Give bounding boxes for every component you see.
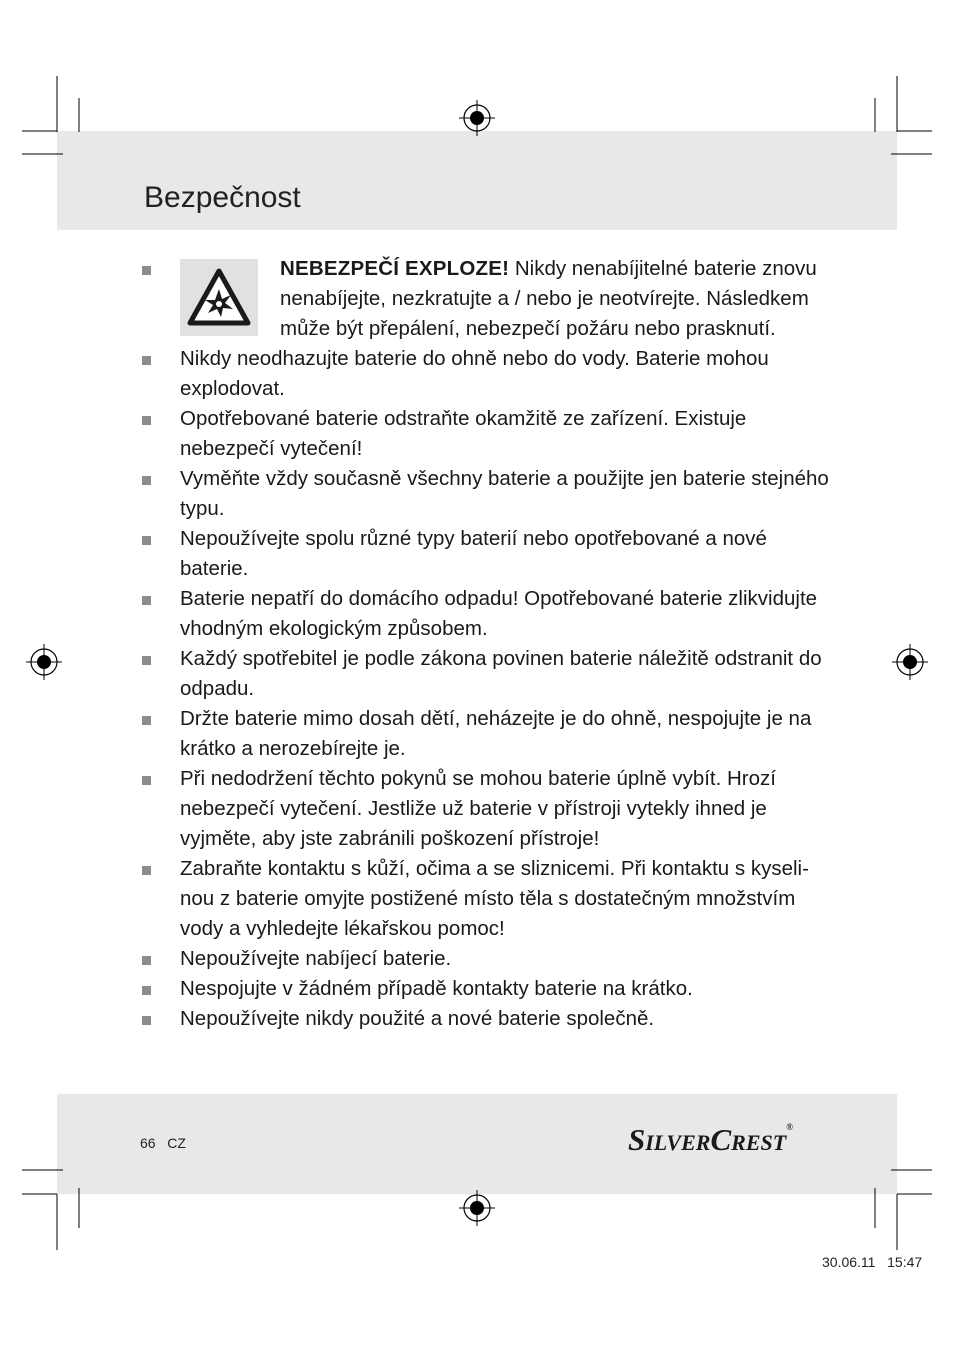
print-time: 15:47	[887, 1254, 923, 1270]
print-date: 30.06.11	[822, 1254, 876, 1270]
danger-heading: NEBEZPEČÍ EXPLOZE!	[280, 257, 510, 280]
list-item-text: Baterie nepatří do domácího odpadu! Opotřebované baterie zlikvidujte vhodným ekologickým způsobem.	[180, 587, 818, 640]
list-item-text: Každý spotřebitel je podle zákona povinen baterie náležitě odstranit do odpadu.	[180, 647, 822, 700]
registration-mark-icon	[459, 1190, 495, 1226]
list-item-text: Nepoužívejte nikdy použité a nové baterie společně.	[180, 1007, 655, 1030]
page-title: Bezpečnost	[144, 181, 301, 214]
list-item-text: Při nedodržení těchto pokynů se mohou baterie úplně vybít. Hrozí nebezpečí vytečení. Jestliže už baterie v přístroji vytekly ihned je vyjměte, aby jste zabránili poškození přístroje!	[180, 767, 776, 850]
list-item-text: Nepoužívejte spolu různé typy baterií nebo opotřebované a nové baterie.	[180, 527, 767, 580]
list-item-text: Nikdy neodhazujte baterie do ohně nebo do vody. Baterie mohou explodovat.	[180, 347, 769, 400]
registration-mark-icon	[26, 644, 62, 680]
registration-mark-icon	[459, 100, 495, 136]
language-code: CZ	[167, 1135, 186, 1151]
list-item-text: Držte baterie mimo dosah dětí, neházejte je do ohně, nespojujte je na krátko a nerozebírejte je.	[180, 707, 812, 760]
list-item-text: NEBEZPEČÍ EXPLOZE! Nikdy nenabíjitelné baterie znovu nenabíjejte, nezkratujte a / nebo je neotvírejte. Následkem může být přepálení, nebezpečí požáru nebo prasknutí.	[280, 257, 817, 340]
list-item-text: Nespojujte v žádném případě kontakty baterie na krátko.	[180, 977, 693, 1000]
list-item-text: Nepoužívejte nabíjecí baterie.	[180, 947, 452, 970]
registration-mark-icon	[892, 644, 928, 680]
brand-logo: SILVERCREST®	[628, 1122, 793, 1157]
page-number: 66 CZ	[140, 1135, 186, 1151]
list-item-text: Zabraňte kontaktu s kůží, očima a se sliznicemi. Při kontaktu s kyselinou z baterie omyjte postižené místo těla s dostatečným množstvím vody a vyhledejte lékařskou pomoc!	[180, 857, 809, 940]
list-item-text: Opotřebované baterie odstraňte okamžitě ze zařízení. Existuje nebezpečí vytečení!	[180, 407, 747, 460]
list-item-text: Vyměňte vždy současně všechny baterie a použijte jen baterie stejného typu.	[180, 467, 829, 520]
